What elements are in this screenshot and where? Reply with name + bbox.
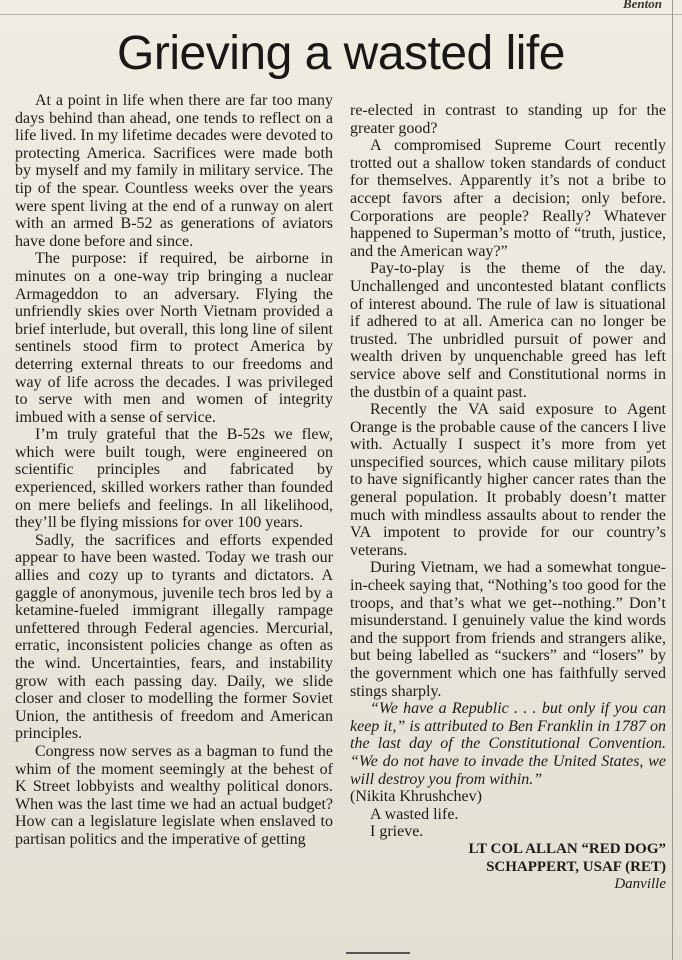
signature-title: SCHAPPERT, USAF (RET): [486, 858, 666, 875]
paragraph: At a point in life when there are far too many days behind than ahead, one tends to reflect on a life lived. In my lifetime decades were devoted to protecting America. Sacrifices were made both by myself and my family in military service. The tip of the spear. Countless weeks over the years were spent living at the end of a runway on alert with an armed B-52 as generations of aviators have done before and since.: [15, 92, 333, 250]
closing-line: I grieve.: [370, 823, 424, 841]
quote-attribution: (Nikita Khrushchev): [350, 788, 482, 806]
paragraph: I’m truly grateful that the B-52s we flew, which were built tough, were engineered on scientific principles and fabricated by experienced, skilled workers rather than founded on mere beliefs and feelings. In all likelihood, they’ll be flying missions for over 100 years.: [15, 426, 333, 532]
paragraph: The purpose: if required, be airborne in minutes on a one-way trip bringing a nuclear Armageddon to an adversary. Flying the unfriendly skies over North Vietnam provided a brief interlude, but overall, this long line of silent sentinels stood firm to protect America by deterring external threats to our freedoms and way of life across the decades. I was privileged to serve with men and women of integrity imbued with a sense of service.: [15, 250, 333, 426]
left-column: [15, 92, 333, 849]
top-rule: [0, 0, 682, 15]
bottom-rule: [346, 952, 410, 954]
paragraph: A compromised Supreme Court recently trotted out a shallow token standards of conduct for themselves. Apparently it’s not a bribe to accept favors after a decision; only before. Corporations are people? Really? Whatever happened to Superman’s motto of “truth, justice, and the American way?”: [350, 137, 666, 260]
quote-paragraph: “We have a Republic . . . but only if you can keep it,” is attributed to Ben Franklin in 1787 on the last day of the Constitutional Convention. “We do not have to invade the United States, we will destroy you from within.”: [350, 700, 666, 788]
paragraph: Congress now serves as a bagman to fund the whim of the moment seemingly at the behest of K Street lobbyists and wealthy political donors. When was the last time we had an actual budget? How can a legislature legislate when enslaved to partisan politics and the imperative of getting: [15, 742, 333, 848]
page-tag: Benton: [622, 0, 662, 11]
signature-city: Danville: [614, 876, 666, 893]
headline: Grieving a wasted life: [117, 27, 565, 80]
paragraph: Pay-to-play is the theme of the day. Unchallenged and uncontested blatant conflicts of interest abound. The rule of law is situational if adhered to at all. America can no longer be trusted. The unbridled pursuit of power and wealth driven by unquenchable greed has left service above self and Constitutional norms in the dustbin of a quaint past.: [350, 260, 666, 401]
paragraph: Recently the VA said exposure to Agent Orange is the probable cause of the cancers I live with. Actually I suspect it’s more from yet unspecified sources, which cause military pilots to have significantly higher cancer rates than the general population. It probably doesn’t matter much with mindless assaults about to render the VA impotent to provide for our country’s veterans.: [350, 401, 666, 559]
right-column: [350, 102, 666, 894]
signature-name: LT COL ALLAN “RED DOG”: [468, 840, 666, 857]
closing-line: A wasted life.: [370, 805, 459, 823]
paragraph: During Vietnam, we had a somewhat tongue-in-cheek saying that, “Nothing’s too good for the troops, and that’s what we get--nothing.” Don’t misunderstand. I genuinely value the kind words and the support from friends and strangers alike, but being labelled as “suckers” and “losers” by the government which one has faithfully served stings sharply.: [350, 559, 666, 700]
column-divider: [672, 0, 673, 960]
paragraph: Sadly, the sacrifices and efforts expended appear to have been wasted. Today we trash our allies and cozy up to tyrants and dictators. A gaggle of anonymous, juvenile tech bros led by a ketamine-fueled immigrant illegally rampage unfettered through Federal agencies. Mercurial, erratic, inconsistent policies change as often as the wind. Uncertainties, fears, and instability grow with each passing day. Daily, we slide closer and closer to modelling the former Soviet Union, the antithesis of freedom and American principles.: [15, 531, 333, 743]
paragraph-continuation: re-elected in contrast to standing up for the greater good?: [350, 102, 666, 137]
